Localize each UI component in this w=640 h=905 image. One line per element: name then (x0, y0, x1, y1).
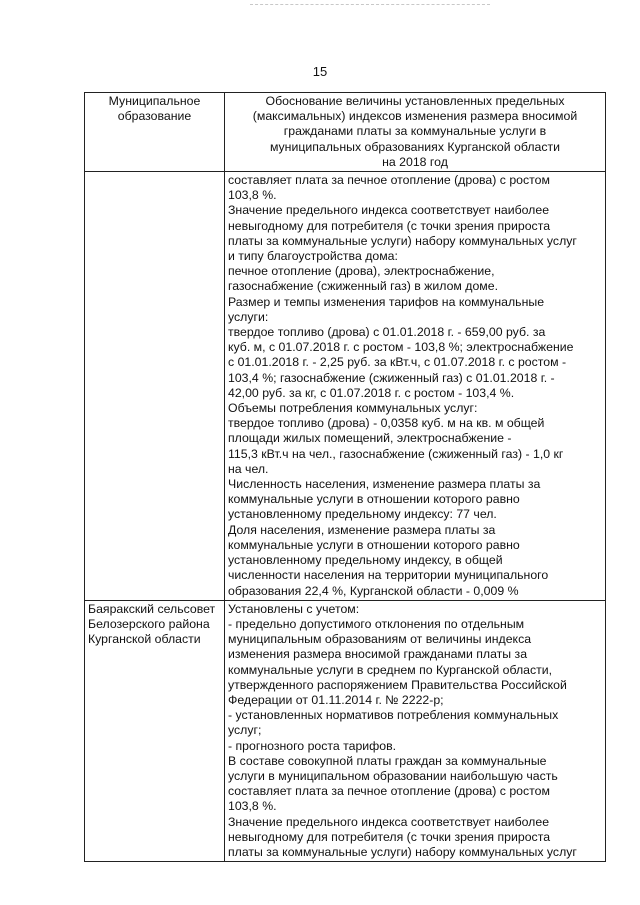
justification-text-line: куб. м, с 01.07.2018 г. с ростом - 103,8 %; электроснабжение (228, 340, 574, 355)
justification-text-line: коммунальные услуги в отношении которого равно (228, 537, 520, 552)
justification-text-line: печное отопление (дрова), электроснабжение, (228, 264, 495, 279)
justification-text-line: 42,00 руб. за кг, с 01.07.2018 г. с ростом - 103,4 %. (228, 385, 515, 400)
justification-text-line: твердое топливо (дрова) с 01.01.2018 г. - 659,00 руб. за (228, 325, 546, 340)
justification-text-line: Значение предельного индекса соответствует наиболее (228, 203, 550, 218)
justification-text-line: - предельно допустимого отклонения по отдельным (228, 616, 525, 631)
justification-text-line: В составе совокупной платы граждан за коммунальные (228, 753, 547, 768)
municipality-cell (85, 600, 225, 861)
municipality-name-line: Баяракский сельсовет (88, 601, 216, 616)
page-number: 15 (312, 64, 328, 79)
justification-text-line: площади жилых помещений, электроснабжение - (228, 431, 512, 446)
justification-text-line: изменения размера вносимой гражданами платы за (228, 647, 528, 662)
justification-text-line: услуги: (228, 309, 269, 324)
justification-text-line: невыгодному для потребителя (с точки зрения прироста (228, 218, 551, 233)
header-text-line: Обоснование величины установленных предельных (265, 94, 565, 108)
header-text-line: Муниципальное (108, 94, 201, 108)
justification-text-line: платы за коммунальные услуги) набору коммунальных услуг (228, 844, 577, 859)
justification-text-line: муниципальным образованиям от величины индекса (228, 632, 532, 647)
justification-text-line: Установлены с учетом: (228, 601, 360, 616)
justification-text-line: 103,4 %; газоснабжение (сжиженный газ) с 01.01.2018 г. - (228, 370, 555, 385)
justification-text-line: и типу благоустройства дома: (228, 249, 398, 264)
table-row (85, 600, 606, 861)
justification-text-line: - установленных нормативов потребления коммунальных (228, 708, 559, 723)
justification-text-line: утвержденного распоряжением Правительства Российской (228, 677, 567, 692)
table-row (85, 172, 606, 601)
municipality-cell (85, 172, 225, 601)
justification-text-line: на чел. (228, 461, 269, 476)
justification-text-line: составляет плата за печное отопление (дрова) с ростом (228, 784, 550, 799)
justification-text-line: твердое топливо (дрова) - 0,0358 куб. м на кв. м общей (228, 416, 545, 431)
justification-text-line: установленному предельному индексу: 77 чел. (228, 507, 497, 522)
justification-text-line: 103,8 %. (228, 188, 277, 203)
justification-text-line: образования 22,4 %, Курганской области - 0,009 % (228, 583, 519, 598)
justification-cell (225, 600, 606, 861)
municipality-name-line: Курганской области (88, 632, 201, 647)
header-text-line: образование (117, 109, 192, 124)
justification-table (84, 92, 606, 862)
justification-text-line: услуги в муниципальном образовании наибольшую часть (228, 768, 558, 783)
municipality-name-line: Белозерского района (88, 616, 210, 631)
justification-text-line: 115,3 кВт.ч на чел., газоснабжение (сжиженный газ) - 1,0 кг (228, 446, 564, 461)
table-header-row (85, 93, 606, 172)
justification-text-line: Объемы потребления коммунальных услуг: (228, 401, 478, 416)
justification-text-line: Численность населения, изменение размера платы за (228, 477, 541, 492)
header-text-line: на 2018 год (382, 154, 448, 169)
justification-text-line: Размер и темпы изменения тарифов на коммунальные (228, 294, 545, 309)
scan-artifact (250, 4, 490, 9)
justification-text-line: численности населения на территории муниципального (228, 568, 549, 583)
header-justification (225, 93, 606, 172)
justification-text-line: - прогнозного роста тарифов. (228, 738, 397, 753)
justification-text-line: установленному предельному индексу, в общей (228, 553, 503, 568)
justification-text-line: Значение предельного индекса соответствует наиболее (228, 814, 550, 829)
justification-text-line: коммунальные услуги в среднем по Курганской области, (228, 662, 553, 677)
justification-text-line: платы за коммунальные услуги) набору коммунальных услуг (228, 233, 577, 248)
justification-text-line: 103,8 %. (228, 799, 277, 814)
header-text-line: гражданами платы за коммунальные услуги в (283, 124, 547, 139)
justification-text-line: услуг; (228, 723, 262, 738)
justification-text-line: составляет плата за печное отопление (дрова) с ростом (228, 173, 550, 188)
header-municipality (85, 93, 225, 172)
justification-text-line: с 01.01.2018 г. - 2,25 руб. за кВт.ч, с 01.07.2018 г. с ростом - (228, 355, 567, 370)
justification-text-line: коммунальные услуги в отношении которого равно (228, 492, 520, 507)
justification-cell (225, 172, 606, 601)
header-text-line: (максимальных) индексов изменения размера вносимой (252, 109, 578, 124)
justification-text-line: газоснабжение (сжиженный газ) в жилом доме. (228, 279, 499, 294)
justification-text-line: Доля населения, изменение размера платы за (228, 522, 496, 537)
justification-text-line: невыгодному для потребителя (с точки зрения прироста (228, 829, 551, 844)
justification-text-line: Федерации от 01.11.2014 г. № 2222-р; (228, 692, 444, 707)
header-text-line: муниципальных образованиях Курганской области (269, 139, 561, 154)
